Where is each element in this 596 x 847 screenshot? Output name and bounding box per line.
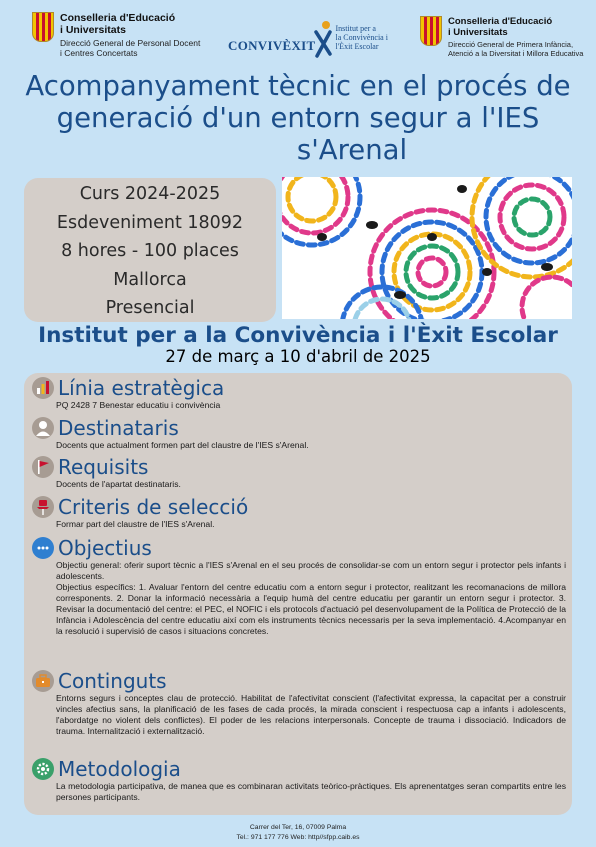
footer <box>0 823 596 843</box>
section-body-general: Objectiu general: oferir suport tècnic a l'IES s'Arenal en el seu procés de consolidar-se com un entorn segur i protector pels infants i adolescents. <box>56 560 566 581</box>
right-org-sub-1: Direcció General de Primera Infància, <box>448 40 574 49</box>
section-title: Metodologia <box>58 757 181 781</box>
section-title: Continguts <box>58 669 167 693</box>
section-linia-estrategica <box>32 376 566 411</box>
briefcase-icon <box>32 670 54 692</box>
left-org-name-1: Conselleria d'Educació <box>60 12 176 24</box>
institute-name: Institut per a la Convivència i l'Èxit Escolar <box>38 323 558 348</box>
section-requisits <box>32 455 566 490</box>
course-info-box <box>24 178 276 322</box>
convivexit-sub-3: l'Èxit Escolar <box>335 42 379 51</box>
section-title: Criteris de selecció <box>58 495 249 519</box>
chart-icon <box>32 377 54 399</box>
section-objectius <box>32 536 566 637</box>
title-line-2: generació d'un entorn segur a l'IES <box>56 102 540 134</box>
title-line-1: Acompanyament tècnic en el procés de <box>25 70 571 102</box>
section-body: PQ 2428 7 Benestar educatiu i convivència <box>56 400 221 410</box>
right-org-name-1: Conselleria d'Educació <box>448 16 553 27</box>
left-org-sub-2: i Centres Concertats <box>60 48 138 58</box>
right-org-logo <box>420 16 583 58</box>
chat-icon <box>32 537 54 559</box>
course-dates: 27 de març a 10 d'abril de 2025 <box>165 347 431 366</box>
details-panel <box>24 373 572 815</box>
section-title: Objectius <box>58 536 152 560</box>
section-body: La metodologia participativa, de manea que es combinaran activitats teòrico-pràctiques. Els aprenentatges seran compartits entre les persones participants. <box>56 781 566 802</box>
event-number: Esdeveniment 18092 <box>56 212 244 233</box>
crest-icon <box>420 16 442 46</box>
right-org-sub-2: Atenció a la Diversitat i Millora Educativa <box>448 49 584 58</box>
hours-places: 8 hores - 100 places <box>61 241 239 261</box>
section-body: Entorns segurs i conceptes clau de protecció. Habilitat de l'afectivitat conscient (l'afectivitat expressa, la capacitat per a construir vincles afectius sans, la planificació de les fases de cada procés, la mirada conscient i respectuosa cap a infants i adolescents, l'abordatge no violent dels conflictes). El poder de les relacions interpersonals. Concepte de trauma i dissociació. Indicadors de trauma. Internalització i externalització. <box>56 693 566 736</box>
course-year: Curs 2024-2025 <box>79 184 221 204</box>
modality: Presencial <box>105 298 195 318</box>
footer-contact: Tel.: 971 177 776 Web: http//sfpp.caib.es <box>236 834 360 841</box>
section-destinataris <box>32 416 566 451</box>
right-org-name-2: i Universitats <box>448 27 508 38</box>
location: Mallorca <box>113 269 187 290</box>
footer-address: Carrer del Ter, 16, 07009 Palma <box>249 824 347 831</box>
flag-icon <box>32 456 54 478</box>
person-icon <box>32 417 54 439</box>
header <box>0 10 596 60</box>
convivexit-sub-2: la Convivència i <box>335 33 388 42</box>
convivexit-mark-icon <box>312 20 334 60</box>
convivexit-logo <box>228 20 388 60</box>
left-org-sub-1: Direcció General de Personal Docent <box>60 38 201 48</box>
section-body: Formar part del claustre de l'IES s'Arenal. <box>56 519 215 529</box>
section-body: Docents de l'apartat destinataris. <box>56 479 181 489</box>
section-metodologia <box>32 757 566 803</box>
convivexit-sub-1: Institut per a <box>335 24 376 33</box>
section-title: Requisits <box>58 455 149 479</box>
crest-icon <box>32 12 54 42</box>
pin-icon <box>32 496 54 518</box>
section-body-specific: Objectius específics: 1. Avaluar l'entorn del centre educatiu com a entorn segur i protector, realitzant les recomanacions de millora corresponents. 2. Donar la informació necessària a l'equip humà del centre educatiu per garantir un entorn segur i protector. 3. Revisar la documentació del centre: el PEC, el NOFIC i els protocols d'actuació pel desenvolupament de la Política de Protecció de la Infància i Adolescència del centre educatiu així com els instruments tècnics necessaris per la seva implementació. 4.Acompanyar en la resolució i supervisió de casos i situacions concretes. <box>56 582 566 636</box>
section-continguts <box>32 669 566 737</box>
section-title: Destinataris <box>58 416 179 440</box>
decorative-artwork <box>282 177 572 319</box>
section-body: Docents que actualment formen part del claustre de l'IES s'Arenal. <box>56 440 309 450</box>
section-criteris-seleccio <box>32 495 566 530</box>
title-line-3: s'Arenal <box>296 134 408 166</box>
page-title <box>0 70 596 166</box>
section-title: Línia estratègica <box>58 376 225 400</box>
left-org-logo <box>32 12 200 58</box>
convivexit-word: CONVIVÈXIT <box>228 38 316 53</box>
left-org-name-2: i Universitats <box>60 24 126 36</box>
gear-icon <box>32 758 54 780</box>
